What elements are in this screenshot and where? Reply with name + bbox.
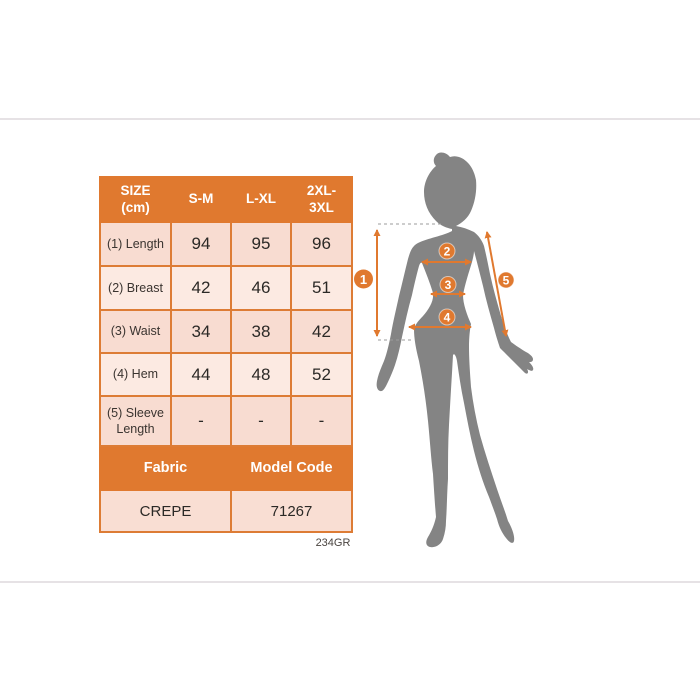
marker-5-label: 5 (502, 273, 510, 288)
table-row-hem (100, 353, 352, 396)
header-2xl-3xl: 2XL-3XL (291, 177, 352, 222)
measurement-figure (350, 140, 550, 560)
header-s-m: S-M (171, 177, 231, 222)
size-table-header-row (100, 177, 352, 222)
table-info-value-row (100, 490, 352, 532)
table-row-breast (100, 266, 352, 310)
length-2xl-3xl: 96 (291, 222, 352, 266)
breast-l-xl: 46 (231, 266, 291, 310)
marker-2-label: 2 (443, 244, 451, 259)
table-row-waist (100, 310, 352, 353)
breast-2xl-3xl: 51 (291, 266, 352, 310)
fabric-value: CREPE (100, 490, 231, 532)
sleeve-s-m: - (171, 396, 231, 446)
marker-3-label: 3 (444, 277, 452, 292)
sleeve-2xl-3xl: - (291, 396, 352, 446)
row-label-length: (1) Length (100, 222, 171, 266)
model-code-header: Model Code (231, 446, 352, 490)
row-label-waist: (3) Waist (100, 310, 171, 353)
length-s-m: 94 (171, 222, 231, 266)
model-code-value: 71267 (231, 490, 352, 532)
table-row-sleeve-length (100, 396, 352, 446)
product-code-label: 234GR (315, 537, 351, 549)
hem-l-xl: 48 (231, 353, 291, 396)
waist-2xl-3xl: 42 (291, 310, 352, 353)
page-divider-bottom (0, 581, 700, 583)
sleeve-l-xl: - (231, 396, 291, 446)
woman-silhouette (377, 153, 534, 548)
header-size-cm: SIZE (cm) (100, 177, 171, 222)
marker-5 (498, 272, 514, 288)
marker-2 (439, 243, 455, 259)
page-divider-top (0, 118, 700, 120)
row-label-hem: (4) Hem (100, 353, 171, 396)
row-label-breast: (2) Breast (100, 266, 171, 310)
table-info-header-row (100, 446, 352, 490)
hem-2xl-3xl: 52 (291, 353, 352, 396)
marker-4-label: 4 (443, 310, 451, 325)
marker-3 (440, 277, 456, 293)
size-table (99, 176, 353, 533)
waist-s-m: 34 (171, 310, 231, 353)
marker-1-label: 1 (359, 271, 368, 287)
row-label-sleeve-length: (5) Sleeve Length (100, 396, 171, 446)
length-l-xl: 95 (231, 222, 291, 266)
marker-4 (439, 309, 455, 325)
hem-s-m: 44 (171, 353, 231, 396)
header-l-xl: L-XL (231, 177, 291, 222)
breast-s-m: 42 (171, 266, 231, 310)
fabric-header: Fabric (100, 446, 231, 490)
marker-1 (354, 270, 373, 289)
waist-l-xl: 38 (231, 310, 291, 353)
table-row-length (100, 222, 352, 266)
